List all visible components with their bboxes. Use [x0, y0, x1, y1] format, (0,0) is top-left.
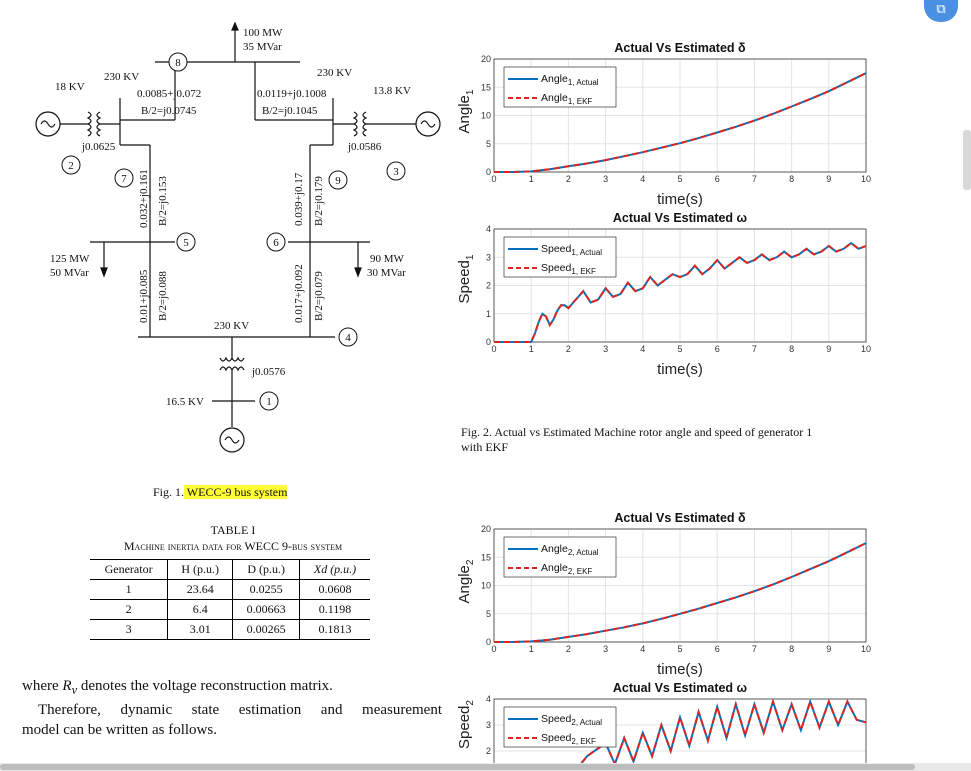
table-cell: 0.1813	[300, 620, 370, 640]
x-tick-label: 3	[603, 344, 609, 354]
table-cell: 3.01	[168, 620, 233, 640]
x-tick-label: 6	[714, 344, 720, 354]
x-tick-label: 9	[826, 644, 832, 654]
math-sub-v: v	[71, 683, 78, 697]
x-tick-label: 0	[491, 174, 497, 184]
xfmr2-z: j0.0625	[82, 141, 116, 153]
x-tick-label: 7	[751, 344, 757, 354]
line78-b: B/2=j0.0745	[141, 105, 197, 117]
x-tick-label: 5	[677, 174, 683, 184]
x-tick-label: 4	[640, 644, 646, 654]
line96-b: B/2=j0.179	[313, 176, 325, 226]
legend-label: Speed$_{1, Actual}$	[541, 243, 603, 257]
bus-7-label: 7	[121, 173, 127, 185]
table-row	[90, 600, 370, 620]
gen1-kv: 16.5 KV	[166, 396, 204, 408]
body-text-span: where	[22, 678, 63, 694]
legend-label-sub: 2, Actual	[571, 718, 603, 727]
xfmr3-z: j0.0586	[348, 141, 382, 153]
machine-inertia-table	[90, 559, 370, 640]
y-axis-label: Angle$_2$	[456, 559, 476, 604]
table-header: H (p.u.)	[168, 560, 233, 580]
x-tick-label: 9	[826, 174, 832, 184]
plot-speed2	[455, 695, 875, 763]
line89-b: B/2=j0.1045	[262, 105, 318, 117]
line78-z: 0.0085+j0.072	[137, 88, 202, 100]
y-tick-label: 10	[480, 110, 491, 121]
y-axis-label-sub: 2	[465, 700, 476, 706]
plot2-title: Actual Vs Estimated ω	[612, 211, 748, 225]
line64-z: 0.017+j0.092	[293, 264, 305, 323]
fig1-caption-text: WECC-9 bus system	[184, 485, 288, 499]
bus-2-label: 2	[68, 160, 74, 172]
kv-left-top: 230 KV	[104, 71, 140, 83]
horizontal-scrollbar-thumb[interactable]	[0, 764, 915, 770]
legend-label: Angle$_{2, EKF}$	[541, 562, 593, 576]
line75-z: 0.032+j0.161	[138, 169, 150, 228]
fig2-caption	[461, 425, 891, 455]
translate-icon: ⧉	[936, 1, 946, 17]
x-tick-label: 3	[603, 644, 609, 654]
x-tick-label: 6	[714, 644, 720, 654]
translate-button[interactable]	[924, 0, 958, 22]
math-var-r: R	[62, 678, 72, 694]
x-tick-label: 10	[860, 644, 872, 654]
vertical-scrollbar[interactable]	[963, 130, 971, 190]
y-tick-label: 0	[485, 637, 491, 647]
y-axis-label: Speed$_1$	[456, 254, 476, 304]
table-header: Generator	[90, 560, 168, 580]
line54-b: B/2=j0.088	[157, 271, 169, 321]
legend-label-sub: 1, Actual	[567, 78, 599, 87]
body-line-1	[22, 676, 442, 700]
y-tick-label: 1	[485, 308, 491, 319]
body-text-span: denotes the voltage reconstruction matrix.	[77, 678, 333, 694]
y-tick-label: 5	[485, 608, 491, 619]
table-cell: 0.0255	[233, 580, 300, 600]
line96-z: 0.039+j0.17	[293, 172, 305, 226]
y-axis-label-sub: 1	[465, 254, 476, 261]
plot-angle1	[455, 55, 875, 210]
x-tick-label: 2	[565, 174, 571, 184]
x-tick-label: 2	[565, 344, 571, 354]
xfmr1-z: j0.0576	[252, 366, 286, 378]
table-cell: 1	[90, 580, 168, 600]
legend-label: Speed$_{2, Actual}$	[541, 713, 603, 727]
y-axis-label: Speed$_2$	[456, 700, 476, 749]
line89-z: 0.0119+j0.1008	[257, 88, 327, 100]
x-axis-label: time(s)	[657, 191, 703, 208]
horizontal-scrollbar[interactable]	[0, 763, 971, 771]
legend-label: Angle$_{1, Actual}$	[541, 73, 599, 87]
y-axis-label: Angle$_1$	[456, 89, 476, 134]
kv-right-top: 230 KV	[317, 67, 353, 79]
table-cell: 0.1198	[300, 600, 370, 620]
plot4-title: Actual Vs Estimated ω	[612, 681, 748, 695]
x-tick-label: 8	[789, 344, 795, 354]
table-row	[90, 620, 370, 640]
table-cell: 2	[90, 600, 168, 620]
x-tick-label: 8	[789, 174, 795, 184]
legend-label: Angle$_{2, Actual}$	[541, 543, 599, 557]
load-top-p: 100 MW	[243, 27, 283, 39]
table-header: D (p.u.)	[233, 560, 300, 580]
line64-b: B/2=j0.079	[313, 271, 325, 321]
y-tick-label: 4	[485, 225, 491, 234]
x-tick-label: 10	[860, 344, 872, 354]
x-tick-label: 2	[565, 644, 571, 654]
bus-8-label: 8	[175, 57, 181, 69]
y-tick-label: 3	[485, 252, 491, 263]
y-axis-label-sub: 2	[465, 559, 476, 566]
x-tick-label: 8	[789, 644, 795, 654]
line54-z: 0.01+j0.085	[138, 269, 150, 323]
y-tick-label: 20	[480, 55, 491, 64]
x-tick-label: 0	[491, 644, 497, 654]
load5-q: 50 MVar	[50, 267, 89, 279]
fig2-caption-line1: Fig. 2. Actual vs Estimated Machine rotor angle and speed of generator 1	[461, 425, 813, 439]
plot1-title: Actual Vs Estimated δ	[614, 41, 746, 55]
body-line-3: model can be written as follows.	[22, 722, 217, 738]
kv-bottom: 230 KV	[214, 320, 250, 332]
table-cell: 23.64	[168, 580, 233, 600]
load5-p: 125 MW	[50, 253, 90, 265]
table-cell: 0.00663	[233, 600, 300, 620]
x-axis-label: time(s)	[657, 661, 703, 678]
plot-angle2	[455, 525, 875, 680]
y-tick-label: 20	[480, 525, 491, 534]
y-tick-label: 3	[485, 720, 491, 730]
table-cell: 0.0608	[300, 580, 370, 600]
x-tick-label: 3	[603, 174, 609, 184]
legend-label-sub: 2, EKF	[567, 567, 593, 576]
y-tick-label: 2	[485, 280, 491, 291]
y-tick-label: 15	[480, 82, 491, 93]
table-cell: 0.00265	[233, 620, 300, 640]
line75-b: B/2=j0.153	[157, 176, 169, 226]
table-cell: 3	[90, 620, 168, 640]
x-tick-label: 5	[677, 644, 683, 654]
bus-9-label: 9	[335, 175, 341, 187]
y-tick-label: 10	[480, 580, 491, 591]
table-subtitle: Machine inertia data for WECC 9-bus system	[123, 539, 343, 553]
x-tick-label: 4	[640, 344, 646, 354]
x-tick-label: 4	[640, 174, 646, 184]
legend-label-sub: 1, EKF	[567, 97, 593, 106]
bus-6-label: 6	[273, 237, 279, 249]
y-tick-label: 0	[485, 337, 491, 347]
legend-label-sub: 1, Actual	[571, 248, 603, 257]
bus-1-label: 1	[266, 396, 272, 408]
load-top-q: 35 MVar	[243, 41, 282, 53]
gen2-kv: 18 KV	[55, 81, 85, 93]
x-tick-label: 5	[677, 344, 683, 354]
legend-label: Speed$_{1, EKF}$	[541, 262, 596, 276]
load6-q: 30 MVar	[367, 267, 406, 279]
table-title: TABLE I	[210, 523, 256, 537]
fig2-caption-line2: with EKF	[461, 440, 509, 454]
y-tick-label: 4	[485, 695, 491, 704]
x-tick-label: 1	[528, 174, 534, 184]
bus-5-label: 5	[183, 237, 189, 249]
gen3-kv: 13.8 KV	[373, 85, 411, 97]
load6-p: 90 MW	[370, 253, 404, 265]
x-tick-label: 1	[528, 344, 534, 354]
y-tick-label: 5	[485, 138, 491, 149]
y-tick-label: 0	[485, 167, 491, 177]
x-axis-label: time(s)	[657, 361, 703, 378]
x-tick-label: 10	[860, 174, 872, 184]
table-cell: 6.4	[168, 600, 233, 620]
legend-label: Angle$_{1, EKF}$	[541, 92, 593, 106]
table-header-row	[90, 560, 370, 580]
fig1-caption	[153, 485, 287, 500]
table-row	[90, 580, 370, 600]
legend-label-sub: 2, EKF	[571, 737, 596, 746]
fig1-caption-prefix: Fig. 1.	[153, 485, 185, 499]
x-tick-label: 7	[751, 644, 757, 654]
plot-speed1	[455, 225, 875, 380]
body-line-2: Therefore, dynamic state estimation and measurement	[38, 702, 442, 718]
body-paragraph	[22, 676, 442, 740]
legend-label-sub: 1, EKF	[571, 267, 596, 276]
plot3-title: Actual Vs Estimated δ	[614, 511, 746, 525]
x-tick-label: 9	[826, 344, 832, 354]
y-tick-label: 2	[485, 746, 491, 756]
legend-label-sub: 2, Actual	[567, 548, 599, 557]
bus-4-label: 4	[345, 332, 351, 344]
x-tick-label: 6	[714, 174, 720, 184]
bus-3-label: 3	[393, 166, 399, 178]
x-tick-label: 1	[528, 644, 534, 654]
x-tick-label: 0	[491, 344, 497, 354]
wecc9-diagram	[0, 0, 460, 470]
legend-label: Speed$_{2, EKF}$	[541, 732, 596, 746]
x-tick-label: 7	[751, 174, 757, 184]
y-axis-label-sub: 1	[465, 89, 476, 96]
y-tick-label: 15	[480, 552, 491, 563]
table-header: Xd (p.u.)	[300, 560, 370, 580]
